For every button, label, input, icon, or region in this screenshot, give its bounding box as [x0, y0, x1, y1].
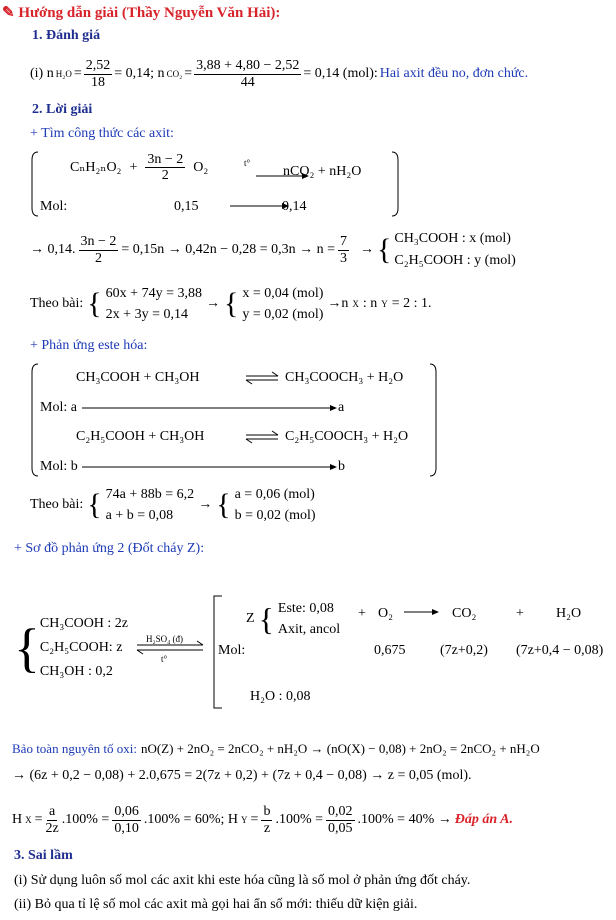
mixture-ch3oh: CH₃OH : 0,2 [39, 663, 113, 679]
burn-o2: O₂ [378, 606, 393, 621]
eq1-rest: = 0,14; n [114, 66, 165, 81]
calc-fraction [79, 234, 119, 266]
ratio-x-sub: X [352, 299, 359, 309]
catalyst-label: H₂SO₄ (đ) [146, 634, 184, 644]
fraction-denominator: 2 [94, 250, 102, 266]
reaction1-equation [70, 152, 208, 184]
acid-ch3cooh: CH₃COOH : x (mol) [394, 231, 511, 247]
z-ester: Este: 0,08 [277, 601, 334, 616]
section2-heading: 2. Lời giải [32, 102, 93, 117]
left-brace: { [14, 617, 40, 678]
ratio-end: = 2 : 1. [391, 296, 432, 311]
ester1-left: CH₃COOH + CH₃OH [76, 370, 200, 385]
section3-heading: 3. Sai lầm [14, 848, 73, 863]
oxygen-balance [12, 741, 540, 757]
theo-bai-1: Theo bài: { 60x + 74y = 3,88 2x + 3y = 0,14 → { x = 0,04 (mol) y = 0,02 (mol) →n X : n Y = 2 : 1. [30, 283, 432, 325]
oxygen: O₂ [193, 159, 209, 175]
equation-system [106, 484, 195, 526]
left-brace: { [216, 488, 231, 521]
fraction-numerator: 2,52 [85, 58, 111, 74]
frac-b-z [261, 804, 272, 836]
fraction-denominator: 0,05 [328, 820, 353, 836]
z-acid-alcohol: Axit, ancol [277, 622, 341, 637]
scheme2-label: + Sơ đồ phản ứng 2 (Đốt cháy Z): [14, 541, 205, 556]
mistake-2: (ii) Bỏ qua tỉ lệ số mol các axit mà gọi hai ẩn số mới: thiếu dữ kiện giải. [14, 897, 418, 912]
equilibrium-arrow [135, 640, 215, 656]
fraction-denominator: z [263, 820, 271, 836]
burn-arrow [404, 606, 440, 618]
ester1-mol: Mol: a [40, 400, 77, 415]
left-brace: { [87, 287, 102, 320]
theo-bai-2: Theo bài: { 74a + 88b = 6,2 a + b = 0,08 → { a = 0,06 (mol) b = 0,02 (mol) [30, 484, 316, 526]
burn-co2: CO₂ [452, 606, 477, 621]
ester2-mol: Mol: b [40, 459, 78, 474]
solution-system [235, 484, 316, 526]
find-formula-label: + Tìm công thức các axit: [30, 126, 174, 141]
o2-coefficient [145, 152, 185, 184]
catalyst-cond: t° [161, 654, 168, 664]
hx-sub: X [25, 815, 32, 825]
fraction-numerator: b [263, 804, 271, 820]
theo-bai-label: Theo bài: [30, 296, 84, 311]
section1-heading: 1. Đánh giá [32, 28, 101, 43]
ester2-right: C₂H₅COOCH₃ + H₂O [285, 429, 409, 444]
left-brace: { [377, 233, 392, 266]
burn-h2o: H₂O [556, 606, 582, 621]
equation-b: 2x + 3y = 0,14 [105, 307, 188, 322]
mol-right-value: 0,14 [282, 199, 307, 214]
plus-sign: + [129, 159, 138, 175]
section1-equation-line: (i) n H₂O = $\frac{2,52}{18}$ = 0,14; n CO₂ = $\frac{3,88 + 4,80 - 2,52}{44}$ = 0,14 (mol): Hai axit đều no, đơn chức. [30, 58, 529, 90]
pencil-icon: ✎ [2, 5, 15, 21]
z-composition [246, 598, 340, 640]
ratio-mid: : n [362, 296, 378, 311]
fraction-numerator: 0,02 [328, 804, 353, 820]
n-calculation-line: → 0,14. $\frac{3n - 2}{2}$ = 0,15n → 0,42n − 0,28 = 0,3n → n = $\frac{7}{3}$ → { CH₃COOH : x (mol) C₂H₅COOH : y (mol) [30, 228, 516, 272]
header [2, 3, 280, 22]
left-brace: { [258, 601, 274, 637]
plus-2: + [516, 606, 524, 621]
acid-system [394, 228, 515, 271]
line-i-label: (i) n [30, 66, 54, 81]
reactant: CₙH₂ₙO₂ [70, 160, 122, 176]
fraction-numerator: 3n − 2 [80, 234, 117, 250]
mixture-c2h5cooh: C₂H₅COOH: z [39, 639, 123, 655]
n-value-fraction [338, 234, 349, 266]
frac-002-005 [326, 804, 355, 836]
hy-sub: Y [241, 815, 248, 825]
solution-a: a = 0,06 (mol) [234, 487, 315, 502]
ratio-y-sub: Y [381, 299, 388, 309]
acid-c2h5cooh: C₂H₅COOH : y (mol) [394, 253, 516, 268]
esterification-label: + Phản ứng este hóa: [30, 338, 148, 353]
equation-a: 74a + 88b = 6,2 [105, 487, 195, 502]
frac-a-2z [46, 804, 59, 836]
equation-system [106, 283, 202, 325]
left-brace: { [87, 488, 102, 521]
fraction-co2 [194, 58, 301, 90]
balance-equation-2: → (6z + 0,2 − 0,08) + 2.0,675 = 2(7z + 0,2) + (7z + 0,4 − 0,08) → z = 0,05 (mol). [12, 768, 472, 783]
z-list [278, 598, 340, 640]
calc-start: → 0,14. [30, 242, 76, 257]
plus-1: + [358, 606, 366, 621]
page-title: Hướng dẫn giải (Thầy Nguyễn Văn Hải): [18, 5, 281, 21]
h2o-subscript: H₂O [55, 69, 72, 79]
ester2-mol-end: b [338, 459, 345, 474]
z-label: Z [246, 611, 255, 626]
ester1-mol-end: a [338, 400, 345, 415]
fraction-denominator: 2z [45, 820, 59, 836]
fraction-numerator: 3,88 + 4,80 − 2,52 [196, 58, 300, 74]
burn-mol-label: Mol: [218, 643, 246, 658]
equation-b: a + b = 0,08 [105, 508, 174, 523]
solution-a: x = 0,04 (mol) [242, 286, 324, 301]
mixture-list [40, 612, 128, 683]
mistake-1: (i) Sử dụng luôn số mol các axit khi este hóa cũng là số mol ở phản ứng đốt cháy. [14, 873, 471, 888]
ester2-left: C₂H₅COOH + CH₃OH [76, 429, 205, 444]
burn-o2-value: 0,675 [374, 643, 406, 658]
calc-middle: = 0,15n → 0,42n − 0,28 = 0,3n → n = [121, 242, 335, 257]
solution-system [242, 283, 323, 325]
ester1-right: CH₃COOCH₃ + H₂O [285, 370, 404, 385]
balance-equation-1: nO(Z) + 2nO₂ = 2nCO₂ + nH₂O → (nO(X) − 0,08) + 2nO₂ = 2nCO₂ + nH₂O [140, 741, 540, 756]
theo-bai-label: Theo bài: [30, 497, 84, 512]
fraction-h2o [84, 58, 113, 90]
mol-left-value: 0,15 [174, 199, 199, 214]
percent-text-4: .100% = [275, 812, 324, 827]
burn-h2o-value: (7z+0,4 − 0,08) [516, 643, 604, 658]
left-brace: { [223, 287, 239, 320]
fraction-denominator: 0,10 [114, 820, 139, 836]
mixture-ch3cooh: CH₃COOH : 2z [39, 616, 129, 631]
percent-line: H X = $\frac{a}{2z}$ .100% = $\frac{0,06}{0,10}$ .100% = 60%; H Y = $\frac{b}{z}$ .100% = $\frac{0,02}{0,05}$ .100% = 40% → Đáp án A. [12, 804, 513, 836]
burn-co2-value: (7z+0,2) [440, 643, 488, 658]
hx-label: H [12, 812, 23, 827]
balance-lead: Bảo toàn nguyên tố oxi: [12, 741, 137, 756]
fraction-denominator: 3 [340, 250, 347, 266]
percent-equal: = [250, 812, 259, 827]
percent-text-5: .100% = 40% → [357, 812, 452, 827]
fraction-numerator: 7 [340, 234, 347, 250]
equation-a: 60x + 74y = 3,88 [105, 286, 202, 301]
fraction-denominator: 44 [240, 74, 255, 90]
fraction-numerator: a [49, 804, 56, 820]
co2-subscript: CO₂ [166, 69, 183, 79]
water-value: H₂O : 0,08 [250, 689, 311, 704]
condition-label: t° [244, 158, 251, 168]
fraction-numerator: 0,06 [114, 804, 139, 820]
conclusion-text: Hai axit đều no, đơn chức. [379, 66, 529, 81]
ratio-start: →n [327, 296, 349, 311]
solution-b: y = 0,02 (mol) [242, 307, 324, 322]
fraction-denominator: 2 [161, 168, 169, 184]
fraction-denominator: 18 [91, 74, 106, 90]
eq2-rest: = 0,14 (mol): [303, 66, 378, 81]
percent-text-2: .100% = 60%; H [143, 812, 239, 827]
frac-006-010 [112, 804, 141, 836]
percent-text-1: .100% = [61, 812, 110, 827]
solution-b: b = 0,02 (mol) [234, 508, 316, 523]
mixture [14, 612, 128, 683]
fraction-numerator: 3n − 2 [147, 152, 184, 167]
mol-label: Mol: [40, 199, 68, 214]
answer-label: Đáp án A. [454, 812, 513, 827]
products: nCO₂ + nH₂O [283, 164, 362, 179]
